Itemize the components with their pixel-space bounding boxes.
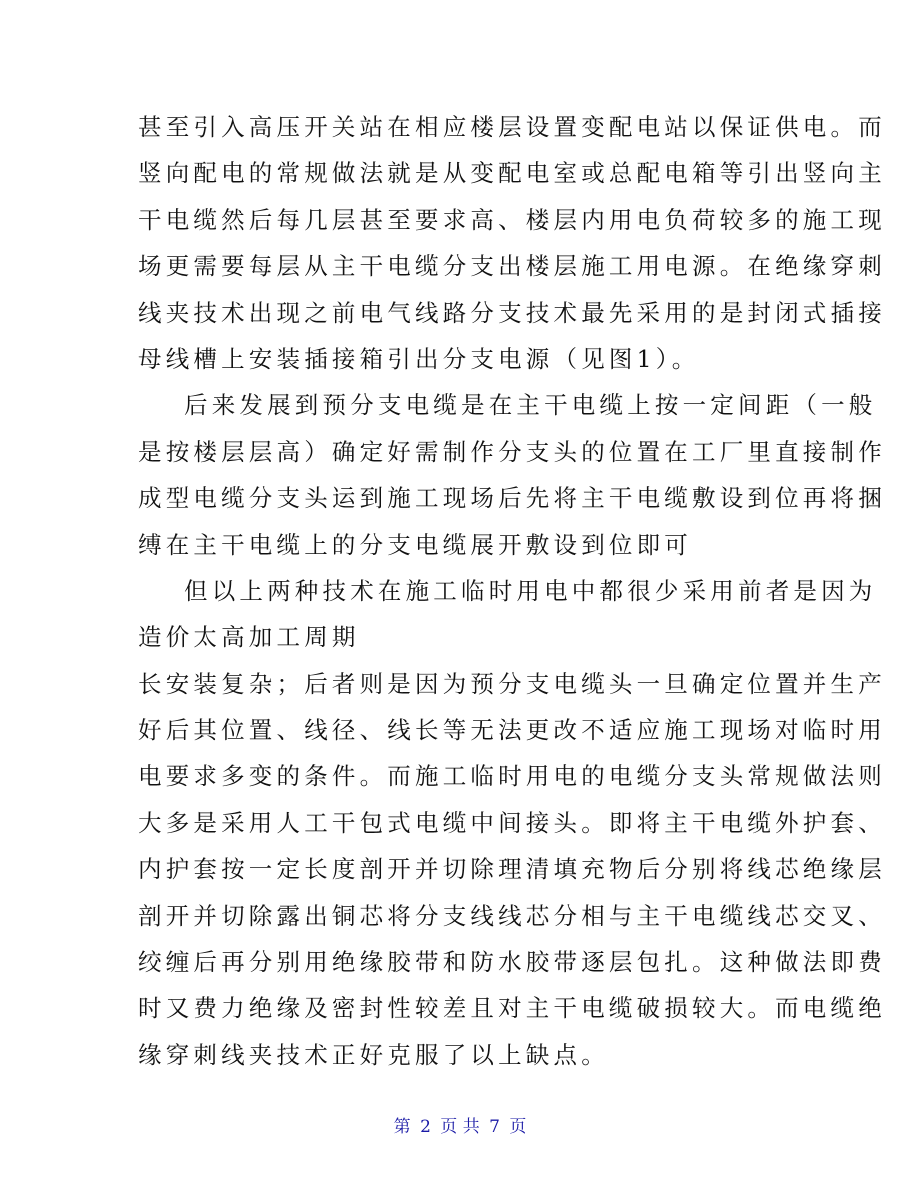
text-line: 缚在主干电缆上的分支电缆展开敷设到位即可	[138, 530, 692, 559]
text-line: 甚至引入高压开关站在相应楼层设置变配电站以保证供电。而	[138, 113, 886, 141]
text-line: 母线槽上安装插接箱引出分支电源（见图1）。	[138, 344, 700, 373]
text-line: 缘穿刺线夹技术正好克服了以上缺点。	[138, 1040, 609, 1069]
page-footer	[0, 1112, 920, 1137]
text-line: 绞缠后再分别用绝缘胶带和防水胶带逐层包扎。这种做法即费	[138, 948, 886, 977]
text-line: 造价太高加工周期	[138, 623, 360, 652]
footer-page-number: 2	[420, 1117, 431, 1137]
footer-prefix: 第	[393, 1117, 411, 1137]
text-line: 剖开并切除露出铜芯将分支线线芯分相与主干电缆线芯交叉、	[138, 901, 886, 930]
footer-total-pages: 7	[489, 1117, 500, 1137]
text-line: 好后其位置、线径、线长等无法更改不适应施工现场对临时用	[138, 716, 886, 745]
text-line: 线夹技术出现之前电气线路分支技术最先采用的是封闭式插接	[138, 298, 886, 327]
text-line: 内护套按一定长度剖开并切除理清填充物后分别将线芯绝缘层	[138, 855, 886, 884]
text-line-indented: 后来发展到预分支电缆是在主干电缆上按一定间距（一般	[184, 391, 877, 420]
text-line: 时又费力绝缘及密封性较差且对主干电缆破损较大。而电缆绝	[138, 994, 886, 1023]
text-line: 长安装复杂；后者则是因为预分支电缆头一旦确定位置并生产	[138, 669, 886, 698]
text-line: 干电缆然后每几层甚至要求高、楼层内用电负荷较多的施工现	[138, 205, 886, 234]
text-line-indented: 但以上两种技术在施工临时用电中都很少采用前者是因为	[184, 576, 877, 605]
text-line: 大多是采用人工干包式电缆中间接头。即将主干电缆外护套、	[138, 808, 886, 837]
text-line: 竖向配电的常规做法就是从变配电室或总配电箱等引出竖向主	[138, 159, 886, 188]
text-line: 电要求多变的条件。而施工临时用电的电缆分支头常规做法则	[138, 762, 886, 791]
text-line: 场更需要每层从主干电缆分支出楼层施工用电源。在绝缘穿刺	[138, 252, 886, 281]
body-text	[138, 104, 886, 1078]
text-line: 成型电缆分支头运到施工现场后先将主干电缆敷设到位再将捆	[138, 484, 886, 513]
footer-suffix: 页	[509, 1117, 527, 1137]
footer-middle: 页 共	[440, 1117, 480, 1137]
text-line: 是按楼层层高）确定好需制作分支头的位置在工厂里直接制作	[138, 437, 886, 466]
